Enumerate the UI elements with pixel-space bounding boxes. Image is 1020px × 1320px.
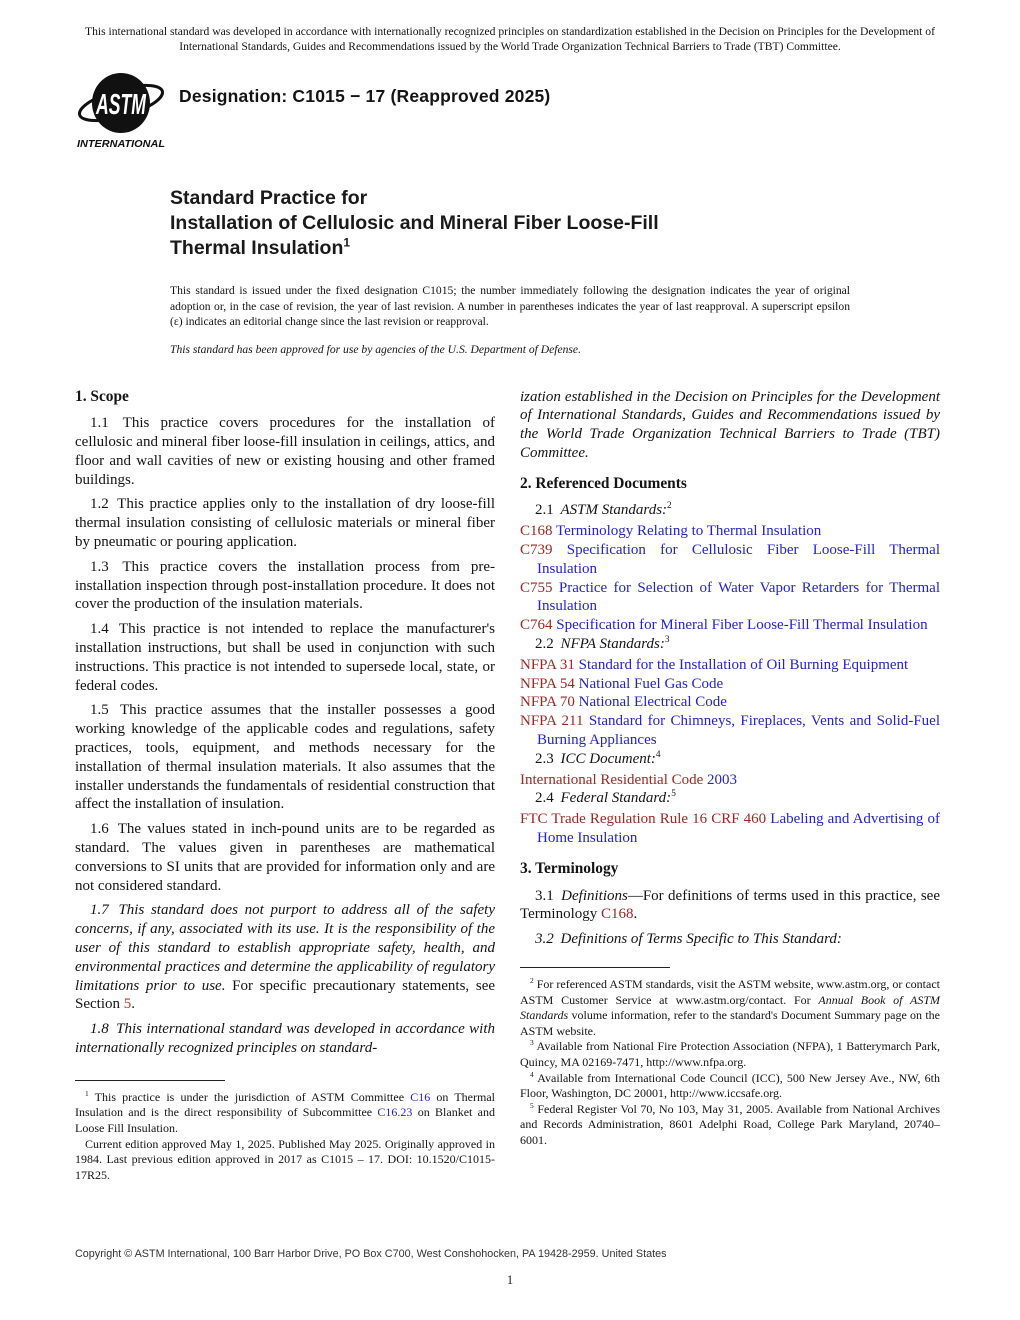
left-column — [75, 388, 495, 1184]
para-1-3: 1.3 This practice covers the installation process from pre-installation inspection through post-installation procedure. It does not cover the production of the insulation materials. — [75, 558, 495, 613]
section-5-link[interactable]: 5 — [123, 996, 132, 1013]
para-1-4: 1.4 This practice is not intended to replace the manufacturer's installation instructions, but shall be used in conjunction with such instructions. This practice is not intended to supersede local, state, or federal codes. — [75, 621, 495, 694]
ref-c755-link[interactable]: C755 — [520, 579, 553, 596]
ref-c739-title[interactable]: Specification for Cellulosic Fiber Loose-Fill Thermal Insulation — [537, 542, 941, 577]
astm-logo-subtext: INTERNATIONAL — [77, 138, 165, 150]
ref-c168-link[interactable]: C168 — [520, 523, 553, 540]
para-1-1: 1.1 This practice covers procedures for the installation of cellulosic and mineral fiber loose-fill insulation in ceilings, attics, and floor and wall cavities of new or existing housing and other framed buildings. — [75, 415, 496, 488]
ref-nfpa-54-link[interactable]: NFPA 54 — [520, 675, 575, 692]
ref-c764-title[interactable]: Specification for Mineral Fiber Loose-Fill Thermal Insulation — [556, 617, 928, 634]
designation-text: Designation: C1015 − 17 (Reapproved 2025) — [179, 86, 551, 106]
ref-c739 — [520, 541, 940, 579]
ref-c764-link[interactable]: C764 — [520, 617, 553, 634]
subsection-2-3: 2.3 ICC Document:$^4$ — [535, 749, 661, 767]
ref-c764 — [520, 616, 940, 635]
para-1-6: 1.6 The values stated in inch-pound units are to be regarded as standard. The values given in parentheses are mathematical conversions to SI units that are provided for information only and are not considered standard. — [75, 821, 495, 894]
ref-c755 — [520, 579, 940, 617]
ref-nfpa-54-title[interactable]: National Fuel Gas Code — [578, 675, 724, 692]
para-1-5: 1.5 This practice assumes that the installer possesses a good working knowledge of the applicable codes and regulations, safety practices, tools, equipment, and methods necessary for the installation of thermal insulation materials. It also assumes that the installer understands the fundamentals of residential construction that affect the installation of insulation. — [75, 702, 495, 813]
para-3-1: 3.1 Definitions—For definitions of terms used in this practice, see Terminology C168. — [520, 887, 940, 923]
ref-nfpa-31-link[interactable]: NFPA 31 — [520, 656, 575, 673]
footnote-rule-left — [75, 1080, 225, 1081]
ref-irc-link[interactable]: International Residential Code — [520, 771, 704, 788]
para-3-2: 3.2 Definitions of Terms Specific to This Standard: — [535, 931, 842, 948]
ref-irc-year[interactable]: 2003 — [707, 771, 738, 788]
ref-nfpa-70-title[interactable]: National Electrical Code — [578, 694, 727, 711]
para-1-2: 1.2 This practice applies only to the installation of dry loose-fill thermal insulation consisting of cellulosic materials or mineral fiber by pneumatic or pouring application. — [75, 496, 495, 551]
issuance-note: This standard is issued under the fixed designation C1015; the number immediately following the designation indicates the year of original adoption or, in the case of revision, the year of last revision. A number in parentheses indicates the year of last reapproval. A superscript epsilon (ε) indicates an editorial change since the last revision or reapproval. — [170, 284, 850, 328]
ref-c168-title[interactable]: Terminology Relating to Thermal Insulation — [556, 523, 822, 540]
footnote-4: $^4$ Available from International Code Council (ICC), 500 New Jersey Ave., NW, 6th Floor, Washington, DC 20001, http://www.iccsafe.org. — [520, 1069, 940, 1101]
para-1-8-continued: ization established in the Decision on Principles for the Development of International Standards, Guides and Recommendations issued by the World Trade Organization Technical Barriers to Trade (TBT) Committee. — [520, 388, 940, 461]
ref-irc — [520, 771, 940, 790]
footnote-5: $^5$ Federal Register Vol 70, No 103, May 31, 2005. Available from National Archives and Records Administration, 8601 Adelphi Road, College Park Maryland, 20740–6001. — [520, 1100, 940, 1147]
copyright-notice: Copyright © ASTM International, 100 Barr Harbor Drive, PO Box C700, West Conshohocken, PA 19428-2959. United States — [75, 1248, 667, 1260]
ref-c755-title[interactable]: Practice for Selection of Water Vapor Retarders for Thermal Insulation — [537, 579, 941, 615]
terminology-c168-link[interactable]: C168 — [601, 906, 634, 923]
footnote-1-edition: Current edition approved May 1, 2025. Published May 2025. Originally approved in 1984. Last previous edition approved in 2017 as C1015 – 17. DOI: 10.1520/C1015-17R25. — [75, 1136, 495, 1182]
section-heading-terminology: 3. Terminology — [520, 859, 619, 877]
section-heading-referenced-documents: 2. Referenced Documents — [520, 474, 687, 492]
ref-nfpa-70 — [520, 693, 940, 712]
astm-logo-text: ASTM — [95, 89, 147, 121]
page-number: 1 — [506, 1273, 514, 1287]
title-footnote-ref: 1 — [343, 235, 351, 250]
footnote-rule-right — [520, 967, 670, 968]
ref-nfpa-31 — [520, 656, 940, 675]
ref-nfpa-31-title[interactable]: Standard for the Installation of Oil Burning Equipment — [578, 656, 909, 673]
ref-ftc-link[interactable]: FTC Trade Regulation Rule 16 CRF 460 — [520, 811, 767, 828]
ref-nfpa-211-link[interactable]: NFPA 211 — [520, 713, 584, 730]
para-1-8: 1.8 This international standard was developed in accordance with internationally recognized principles on standard- — [75, 1021, 495, 1056]
subcommittee-c16-23-link[interactable]: C16.23 — [377, 1105, 413, 1120]
ref-nfpa-54 — [520, 675, 940, 694]
ref-nfpa-211 — [520, 712, 940, 750]
astm-logo-icon — [75, 70, 171, 161]
section-heading-scope: 1. Scope — [75, 387, 129, 405]
ref-nfpa-211-title[interactable]: Standard for Chimneys, Fireplaces, Vents and Solid-Fuel Burning Appliances — [537, 713, 941, 749]
para-1-7: 1.7 This standard does not purport to address all of the safety concerns, if any, associated with its use. It is the responsibility of the user of this standard to establish appropriate safety, health, and environmental practices and determine the applicability of regulatory limitations prior to use. For specific precautionary statements, see Section 5. — [75, 902, 496, 1013]
ref-ftc-title[interactable]: Labeling and Advertising of Home Insulation — [537, 811, 940, 847]
footnote-3: $^3$ Available from National Fire Protection Association (NFPA), 1 Batterymarch Park, Quincy, MA 02169-7471, http://www.nfpa.org. — [520, 1038, 940, 1069]
dod-approval-note: This standard has been approved for use by agencies of the U.S. Department of Defense. — [170, 342, 581, 356]
ref-c168 — [520, 522, 940, 541]
document-title — [170, 186, 945, 261]
footnote-1: $^1$ This practice is under the jurisdiction of ASTM Committee C16 on Thermal Insulation and is the direct responsibility of Subcommittee C16.23 on Blanket and Loose Fill Insulation. — [75, 1088, 495, 1135]
ref-ftc — [520, 810, 940, 848]
title-line-2: Installation of Cellulosic and Mineral Fiber Loose-Fill — [170, 212, 659, 234]
title-line-3: Thermal Insulation$^1$ — [170, 235, 351, 259]
footnote-2: $^2$ For referenced ASTM standards, visit the ASTM website, www.astm.org, or contact ASTM Customer Service at www.astm.org/contact. For Annual Book of ASTM Standards volume information, refer to the standard's Document Summary page on the ASTM website. — [520, 976, 940, 1038]
ref-c739-link[interactable]: C739 — [520, 542, 553, 559]
subsection-2-2: 2.2 NFPA Standards:$^3$ — [535, 635, 670, 653]
masthead — [75, 70, 945, 156]
title-line-1: Standard Practice for — [170, 187, 368, 209]
tbt-notice: This international standard was developed in accordance with internationally recognized principles on standardization established in the Decision on Principles for the Development of International Standards, Guides and Recommendations issued by the World Trade Organization Technical Barriers to Trade (TBT) Committee. — [85, 25, 935, 53]
ref-nfpa-70-link[interactable]: NFPA 70 — [520, 694, 575, 711]
subsection-2-1: 2.1 ASTM Standards:$^2$ — [535, 501, 672, 519]
two-column-body — [75, 388, 945, 1184]
subsection-2-4: 2.4 Federal Standard:$^5$ — [535, 789, 676, 807]
right-column — [520, 388, 940, 1184]
committee-c16-link[interactable]: C16 — [410, 1089, 431, 1104]
